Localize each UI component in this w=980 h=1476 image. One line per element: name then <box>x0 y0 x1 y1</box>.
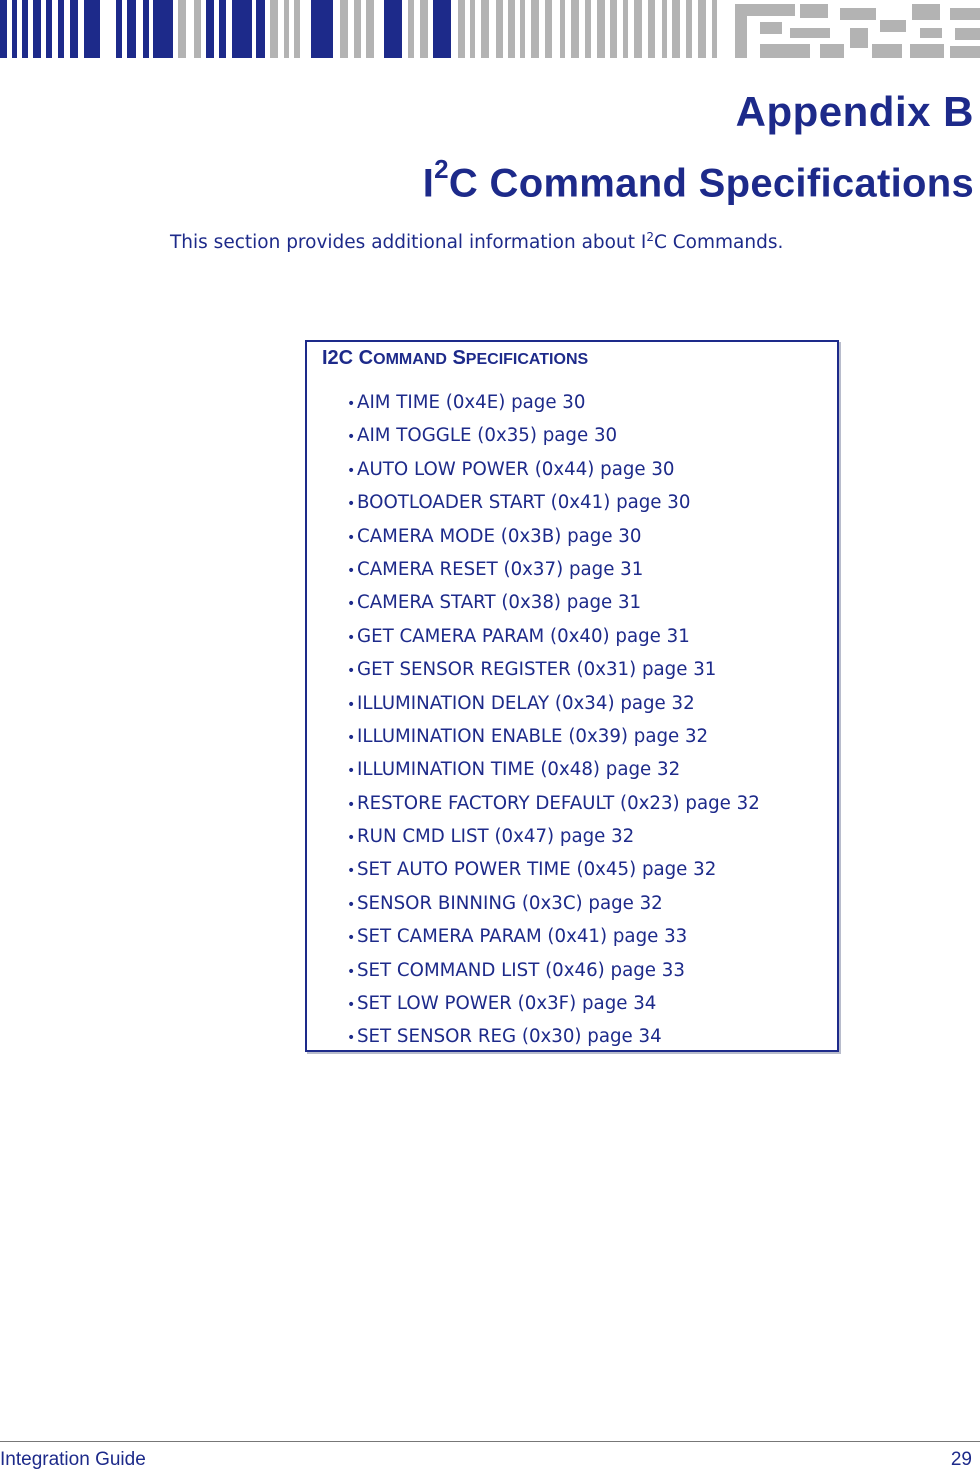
bullet-icon: • <box>347 796 356 813</box>
toc-item-label: SET COMMAND LIST (0x46) page 33 <box>357 959 685 981</box>
toc-title-part3: S <box>446 347 466 369</box>
barcode-banner <box>0 0 980 62</box>
toc-item[interactable] <box>347 419 760 452</box>
toc-item[interactable] <box>347 820 760 853</box>
toc-item-label: GET SENSOR REGISTER (0x31) page 31 <box>357 659 717 681</box>
toc-title <box>322 347 588 370</box>
toc-item[interactable] <box>347 920 760 953</box>
bullet-icon: • <box>347 763 356 780</box>
bullet-icon: • <box>347 596 356 613</box>
toc-item-label: SET LOW POWER (0x3F) page 34 <box>357 993 657 1015</box>
toc-item[interactable] <box>347 1020 760 1053</box>
footer-page-number: 29 <box>950 1449 972 1470</box>
toc-list <box>347 386 760 1054</box>
toc-title-part2: OMMAND <box>373 351 447 368</box>
toc-title-part4: PECIFICATIONS <box>465 351 589 368</box>
toc-item[interactable] <box>347 653 760 686</box>
bullet-icon: • <box>347 863 356 880</box>
bullet-icon: • <box>347 896 356 913</box>
toc-item[interactable] <box>347 987 760 1020</box>
toc-item[interactable] <box>347 954 760 987</box>
toc-item[interactable] <box>347 620 760 653</box>
intro-paragraph <box>170 230 783 253</box>
toc-item-label: ILLUMINATION TIME (0x48) page 32 <box>357 759 681 781</box>
toc-item-label: AUTO LOW POWER (0x44) page 30 <box>357 458 675 480</box>
toc-item[interactable] <box>347 520 760 553</box>
toc-item[interactable] <box>347 486 760 519</box>
intro-text-post: C Commands. <box>653 232 784 254</box>
toc-item[interactable] <box>347 753 760 786</box>
toc-item-label: CAMERA RESET (0x37) page 31 <box>357 558 644 580</box>
barcode-bars <box>0 0 717 58</box>
footer-doc-title: Integration Guide <box>0 1449 146 1470</box>
chapter-title-superscript: 2 <box>434 154 449 184</box>
toc-item-label: GET CAMERA PARAM (0x40) page 31 <box>357 625 690 647</box>
toc-item[interactable] <box>347 887 760 920</box>
bullet-icon: • <box>347 562 356 579</box>
command-toc-box <box>305 340 839 1052</box>
datamatrix-pattern <box>735 4 980 58</box>
chapter-title-post: C Command Specifications <box>448 161 974 206</box>
toc-item-label: SENSOR BINNING (0x3C) page 32 <box>357 892 663 914</box>
chapter-title-pre: I <box>422 161 435 206</box>
toc-item-label: CAMERA START (0x38) page 31 <box>357 592 642 614</box>
bullet-icon: • <box>347 663 356 680</box>
toc-item-label: RESTORE FACTORY DEFAULT (0x23) page 32 <box>357 792 760 814</box>
toc-item[interactable] <box>347 853 760 886</box>
toc-item[interactable] <box>347 586 760 619</box>
toc-item-label: ILLUMINATION ENABLE (0x39) page 32 <box>357 725 709 747</box>
bullet-icon: • <box>347 496 356 513</box>
bullet-icon: • <box>347 1030 356 1047</box>
bullet-icon: • <box>347 529 356 546</box>
toc-item-label: SET AUTO POWER TIME (0x45) page 32 <box>357 859 717 881</box>
chapter-title <box>422 154 974 206</box>
toc-item[interactable] <box>347 687 760 720</box>
toc-item[interactable] <box>347 386 760 419</box>
toc-item[interactable] <box>347 787 760 820</box>
intro-text-pre: This section provides additional information about I <box>170 232 647 254</box>
toc-item-label: AIM TOGGLE (0x35) page 30 <box>357 425 618 447</box>
bullet-icon: • <box>347 930 356 947</box>
bullet-icon: • <box>347 462 356 479</box>
bullet-icon: • <box>347 396 356 412</box>
toc-item-label: RUN CMD LIST (0x47) page 32 <box>357 826 635 848</box>
bullet-icon: • <box>347 629 356 646</box>
toc-title-part1: I2C C <box>322 347 374 369</box>
footer-rule <box>0 1441 980 1442</box>
bullet-icon: • <box>347 963 356 980</box>
toc-item-label: SET SENSOR REG (0x30) page 34 <box>357 1026 662 1048</box>
bullet-icon: • <box>347 997 356 1014</box>
intro-superscript: 2 <box>646 230 654 244</box>
toc-item-label: AIM TIME (0x4E) page 30 <box>357 392 586 413</box>
toc-item-label: ILLUMINATION DELAY (0x34) page 32 <box>357 692 695 714</box>
toc-item-label: CAMERA MODE (0x3B) page 30 <box>357 525 642 547</box>
bullet-icon: • <box>347 729 356 746</box>
toc-item[interactable] <box>347 720 760 753</box>
bullet-icon: • <box>347 696 356 713</box>
toc-item-label: SET CAMERA PARAM (0x41) page 33 <box>357 926 688 948</box>
toc-item[interactable] <box>347 553 760 586</box>
bullet-icon: • <box>347 830 356 847</box>
bullet-icon: • <box>347 429 356 446</box>
appendix-label: Appendix B <box>735 88 974 135</box>
toc-item-label: BOOTLOADER START (0x41) page 30 <box>357 492 691 514</box>
toc-item[interactable] <box>347 453 760 486</box>
